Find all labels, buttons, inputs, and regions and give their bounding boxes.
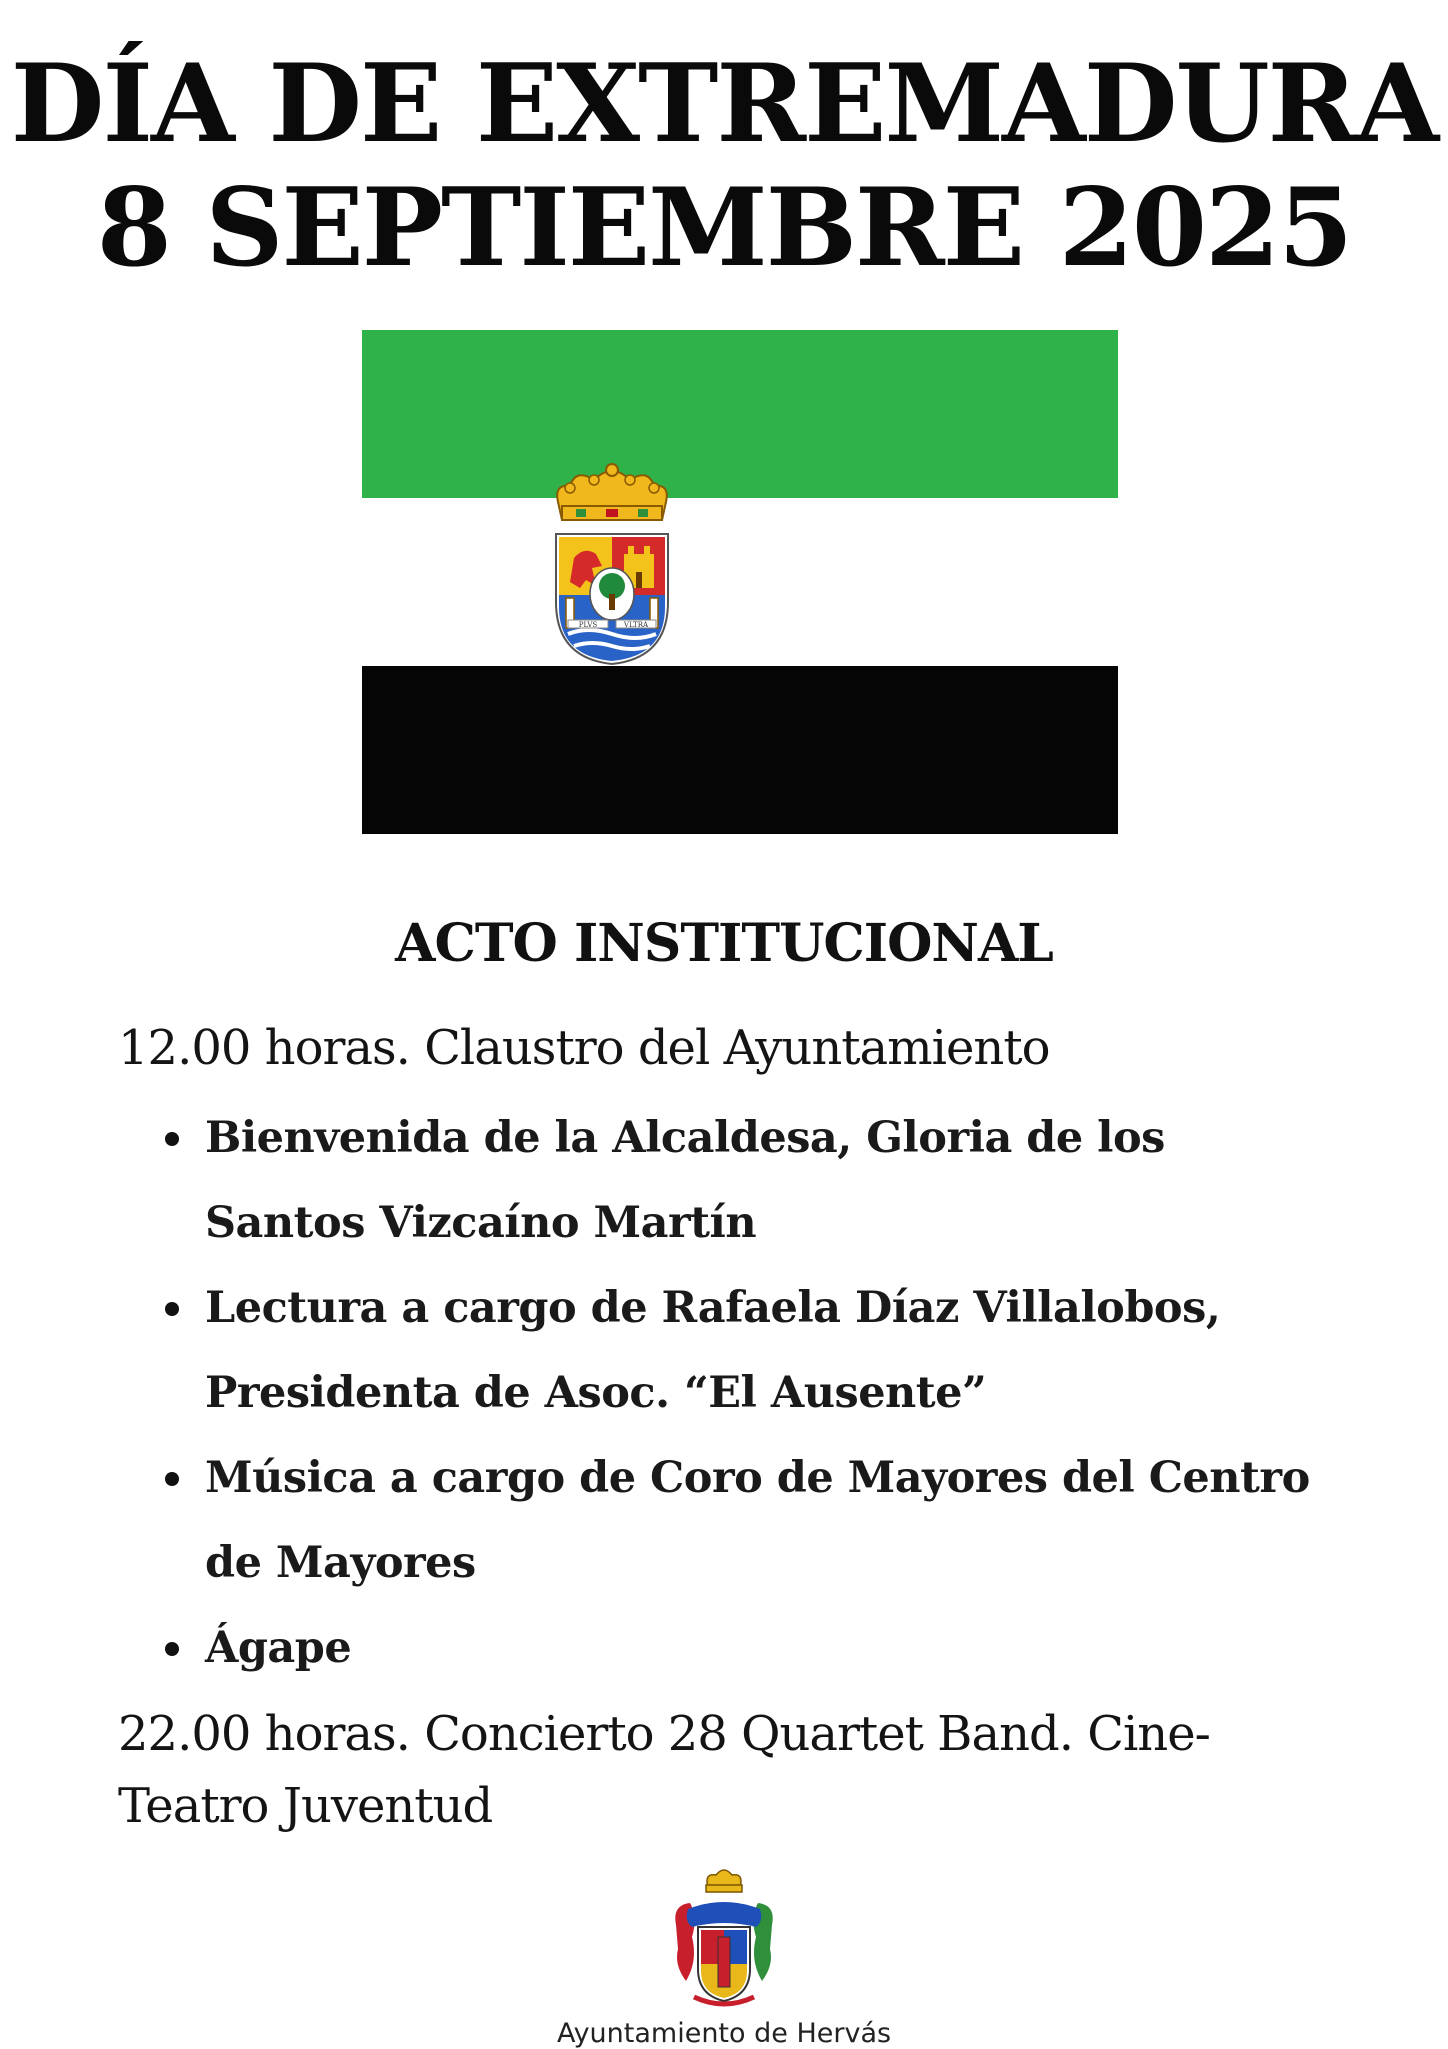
- bullet-icon: [165, 1642, 179, 1656]
- program-item-text: Bienvenida de la Alcaldesa, Gloria de los Santos Vizcaíno Martín: [205, 1113, 1165, 1248]
- bullet-icon: [165, 1302, 179, 1316]
- program-item-text: Ágape: [205, 1623, 352, 1673]
- page-title: DÍA DE EXTREMADURA: [10, 41, 1438, 167]
- event-date: 8 SEPTIEMBRE 2025: [96, 165, 1352, 291]
- flag-white-stripe: [362, 498, 1118, 666]
- schedule-slot-2: 22.00 horas. Concierto 28 Quartet Band. Cine-Teatro Juventud: [118, 1706, 1210, 1834]
- section-heading: ACTO INSTITUCIONAL: [395, 913, 1053, 974]
- hervas-coat-of-arms-icon: [668, 1865, 780, 2015]
- program-item: [0, 1606, 1315, 1691]
- bullet-icon: [165, 1472, 179, 1486]
- bullet-icon: [165, 1132, 179, 1146]
- program-item-text: Lectura a cargo de Rafaela Díaz Villalobos, Presidenta de Asoc. “El Ausente”: [205, 1283, 1221, 1418]
- extremadura-flag: [362, 330, 1118, 834]
- schedule-slot-1: 12.00 horas. Claustro del Ayuntamiento: [118, 1020, 1050, 1076]
- motto-left: PLVS: [578, 621, 598, 629]
- footer-text: Ayuntamiento de Hervás: [556, 2018, 892, 2049]
- program-list: [0, 1096, 1448, 1691]
- flag-black-stripe: [362, 666, 1118, 834]
- program-item: [0, 1266, 1315, 1436]
- program-item: [0, 1436, 1315, 1606]
- flag-green-stripe: [362, 330, 1118, 498]
- motto-right: VLTRA: [623, 621, 649, 629]
- program-item: [0, 1096, 1315, 1266]
- extremadura-coat-of-arms-icon: [544, 462, 680, 667]
- program-item-text: Música a cargo de Coro de Mayores del Centro de Mayores: [205, 1453, 1310, 1588]
